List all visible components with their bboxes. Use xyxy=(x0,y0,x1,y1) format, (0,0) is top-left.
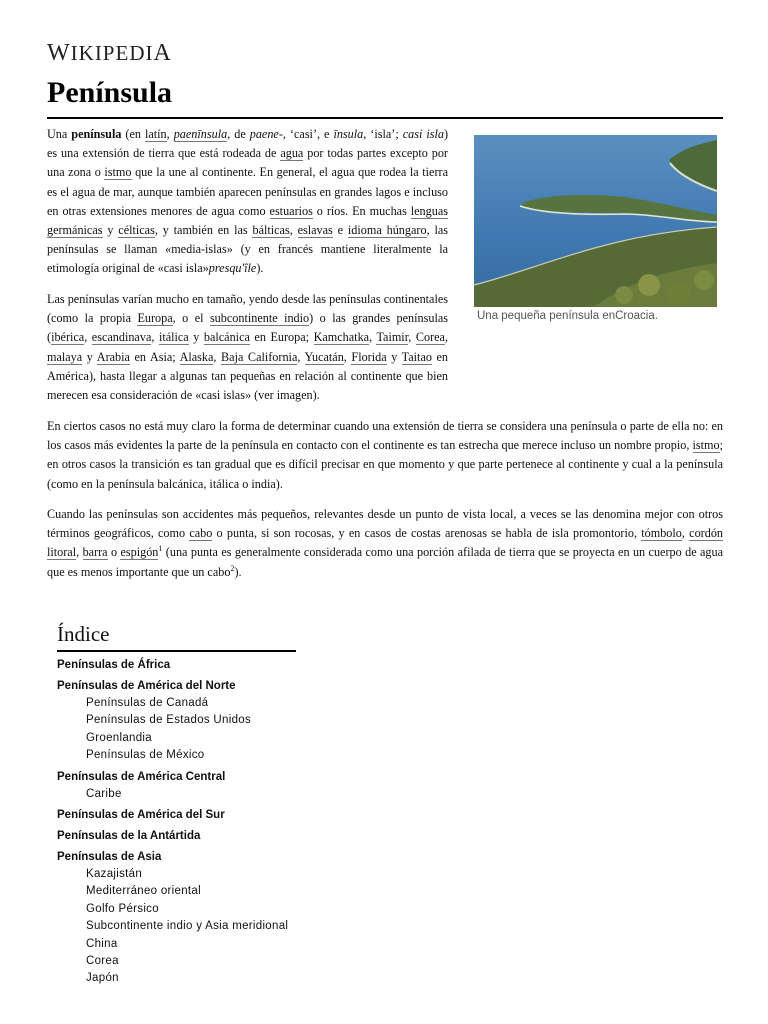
toc-subsection-caribe[interactable]: Caribe xyxy=(86,787,122,800)
toc-subsection-subcontinente-indio-y-asia-meridional[interactable]: Subcontinente indio y Asia meridional xyxy=(86,920,289,933)
toc-section-peninsulas-de-asia[interactable]: Penínsulas de Asia xyxy=(57,851,162,864)
text-run: Una xyxy=(47,127,72,141)
text-run: en América), hasta llegar a algunas tan pequeñas en relación al continente que bien merecen esa consideración de «casi islas» (ver imagen). xyxy=(47,349,449,403)
link-paeninsula[interactable]: paenīnsula xyxy=(173,127,228,141)
bold-term: península xyxy=(71,127,122,141)
link-idioma-hungaro[interactable]: idioma húngaro xyxy=(347,223,427,238)
wordmark-middle: IKIPEDI xyxy=(70,41,154,65)
text-run: y xyxy=(386,349,402,364)
text-run: y xyxy=(188,330,204,345)
toc-section-peninsulas-de-africa[interactable]: Penínsulas de África xyxy=(57,659,171,671)
link-baja-california[interactable]: Baja California xyxy=(221,349,298,364)
text-run: , las penínsulas se llaman «media-islas» (y en francés mantiene literalmente la etimología original de «casi isla» xyxy=(47,223,448,276)
text-run: Cuando las penínsulas son accidentes más pequeños, relevantes desde un punto de vista local, a veces se las denomina mejor con otros términos geográficos, como xyxy=(47,507,723,541)
text-run: en Asia; xyxy=(129,349,180,364)
link-italica[interactable]: itálica xyxy=(158,330,189,345)
text-run: o xyxy=(107,545,121,560)
text-run: , xyxy=(166,127,174,141)
footnote-ref[interactable]: 1 xyxy=(158,544,163,554)
text-run: , ‘isla’; xyxy=(363,127,403,141)
link-estuarios[interactable]: estuarios xyxy=(269,203,313,218)
peninsula-photo[interactable] xyxy=(474,135,717,307)
toc-section-peninsulas-de-america-del-norte[interactable]: Penínsulas de América del Norte xyxy=(57,680,236,692)
link-agua[interactable]: agua xyxy=(280,146,304,161)
toc-subsection-kazajistan[interactable]: Kazajistán xyxy=(86,868,143,881)
link-arabia[interactable]: Arabia xyxy=(96,349,130,364)
link-lenguas-germanicas[interactable]: lenguas germánicas xyxy=(47,203,448,238)
text-run: por todas partes excepto por una zona o xyxy=(47,146,448,180)
text-run: , xyxy=(289,223,298,238)
text-run: y xyxy=(82,349,97,364)
text-run: ; en otros casos la transición es tan gradual que es difícil precisar en que momento y que parte pertenece al continente y cual a la península (como en la península balcánica, itálica o india). xyxy=(47,438,723,491)
toc-title: Índice xyxy=(57,622,110,646)
link-istmo[interactable]: istmo xyxy=(692,438,720,453)
text-run: , ‘casi’, e xyxy=(282,127,334,141)
link-latin[interactable]: latín xyxy=(144,127,167,141)
paragraph-boundaries xyxy=(47,417,723,494)
text-run: , xyxy=(343,349,352,364)
toc-subsection-mediterraneo-oriental[interactable]: Mediterráneo oriental xyxy=(86,885,201,898)
text-run: en Europa; xyxy=(249,330,314,345)
link-taimir[interactable]: Taimir xyxy=(376,330,409,345)
link-florida[interactable]: Florida xyxy=(351,349,387,364)
text-run: , xyxy=(681,526,690,541)
link-espigon[interactable]: espigón xyxy=(120,545,159,560)
toc-subsection-japon[interactable]: Japón xyxy=(86,972,119,985)
wordmark-final: A xyxy=(153,40,172,66)
text-run: , xyxy=(408,330,416,345)
text-run: , xyxy=(369,330,377,345)
text-run: , o el xyxy=(172,311,210,326)
paragraph-intro xyxy=(47,125,448,279)
photo-caption: Una pequeña península enCroacia. xyxy=(477,310,658,322)
link-barra[interactable]: barra xyxy=(82,545,108,560)
toc-subsection-peninsulas-de-estados-unidos[interactable]: Penínsulas de Estados Unidos xyxy=(86,714,252,727)
title-divider xyxy=(47,117,723,119)
text-run: presqu'île xyxy=(208,261,257,276)
text-run: , xyxy=(213,349,222,364)
text-run: e xyxy=(332,223,348,238)
toc-section-peninsulas-de-america-central[interactable]: Penínsulas de América Central xyxy=(57,770,226,783)
link-escandinava[interactable]: escandinava xyxy=(91,330,152,345)
text-run: o punta, si son rocosas, y en casos de costas arenosas se habla de isla promontorio, xyxy=(212,526,642,541)
link-celticas[interactable]: célticas xyxy=(118,223,155,238)
link-cordon-litoral[interactable]: cordón litoral xyxy=(47,526,724,560)
link-balcanica[interactable]: balcánica xyxy=(203,330,250,345)
toc-subsection-groenlandia[interactable]: Groenlandia xyxy=(86,731,152,744)
text-run: , y también en las xyxy=(154,223,253,238)
paragraph-sizes xyxy=(47,290,448,405)
toc-subsection-golfo-persico[interactable]: Golfo Pérsico xyxy=(86,902,159,915)
text-run: que la une al continente. En general, el agua que rodea la tierra es el agua de mar, aunque también aparecen penínsulas en grandes lagos e incluso en otras extensiones menores de agua como xyxy=(47,165,448,218)
table-of-contents xyxy=(57,657,288,988)
text-run: , xyxy=(151,330,159,345)
text-run: ). xyxy=(234,564,242,579)
toc-divider xyxy=(57,650,296,652)
text-run: ). xyxy=(256,261,264,276)
wordmark-initial: W xyxy=(47,40,71,66)
link-yucatan[interactable]: Yucatán xyxy=(304,349,344,364)
paragraph-terms xyxy=(47,505,723,582)
link-subcontinente-indio[interactable]: subcontinente indio xyxy=(209,311,310,326)
text-run: paene- xyxy=(249,127,283,141)
toc-section-peninsulas-de-america-del-sur[interactable]: Penínsulas de América del Sur xyxy=(57,809,225,822)
text-run: En ciertos casos no está muy claro la forma de determinar cuando una extensión de tierra se considera una península o parte de ella no: en los casos más evidentes la parte de la península en contacto con el continente es tan estrecha que merece incluso un nombre propio, xyxy=(47,419,723,453)
text-run: , xyxy=(297,349,305,364)
link-iberica[interactable]: ibérica xyxy=(51,330,85,345)
text-run: Las penínsulas varían mucho en tamaño, yendo desde las penínsulas continentales (como la propia xyxy=(47,292,448,326)
link-alaska[interactable]: Alaska xyxy=(179,349,214,364)
text-run: o ríos. En muchas xyxy=(312,203,411,218)
text-run: ) o las grandes penínsulas ( xyxy=(47,311,448,345)
link-tombolo[interactable]: tómbolo xyxy=(641,526,682,541)
link-cabo[interactable]: cabo xyxy=(189,526,213,541)
text-run: īnsula xyxy=(333,127,364,141)
text-run: , de xyxy=(227,127,250,141)
link-istmo[interactable]: istmo xyxy=(104,165,132,180)
text-run: y xyxy=(102,223,119,238)
link-kamchatka[interactable]: Kamchatka xyxy=(313,330,370,345)
text-run: (una punta es generalmente considerada como una porción afilada de tierra que se proyecta en un cuerpo de agua que es menos importante que un cabo xyxy=(47,545,724,579)
link-eslavas[interactable]: eslavas xyxy=(297,223,333,238)
toc-subsection-corea[interactable]: Corea xyxy=(86,955,119,968)
link-balticas[interactable]: bálticas xyxy=(252,223,290,238)
text-run: , xyxy=(444,330,448,345)
page-title: Península xyxy=(47,76,173,109)
text-run: , xyxy=(76,545,83,560)
toc-subsection-china[interactable]: China xyxy=(86,937,118,950)
link-taitao[interactable]: Taitao xyxy=(401,349,432,364)
toc-subsection-peninsulas-de-mexico[interactable]: Penínsulas de México xyxy=(86,749,205,762)
link-malaya[interactable]: malaya xyxy=(47,349,83,364)
wikipedia-wordmark[interactable] xyxy=(47,40,172,67)
toc-section-peninsulas-de-la-antartida[interactable]: Penínsulas de la Antártida xyxy=(57,830,201,843)
link-corea[interactable]: Corea xyxy=(415,330,445,345)
footnote-ref[interactable]: 2 xyxy=(230,563,235,573)
text-run: (en xyxy=(121,127,145,141)
link-europa[interactable]: Europa xyxy=(137,311,173,326)
peninsula-photo-image xyxy=(474,135,717,307)
text-run: , xyxy=(84,330,92,345)
toc-subsection-peninsulas-de-canada[interactable]: Penínsulas de Canadá xyxy=(86,697,209,709)
text-run: ) es una extensión de tierra que está rodeada de xyxy=(47,127,448,161)
text-run: casi isla xyxy=(402,127,444,141)
